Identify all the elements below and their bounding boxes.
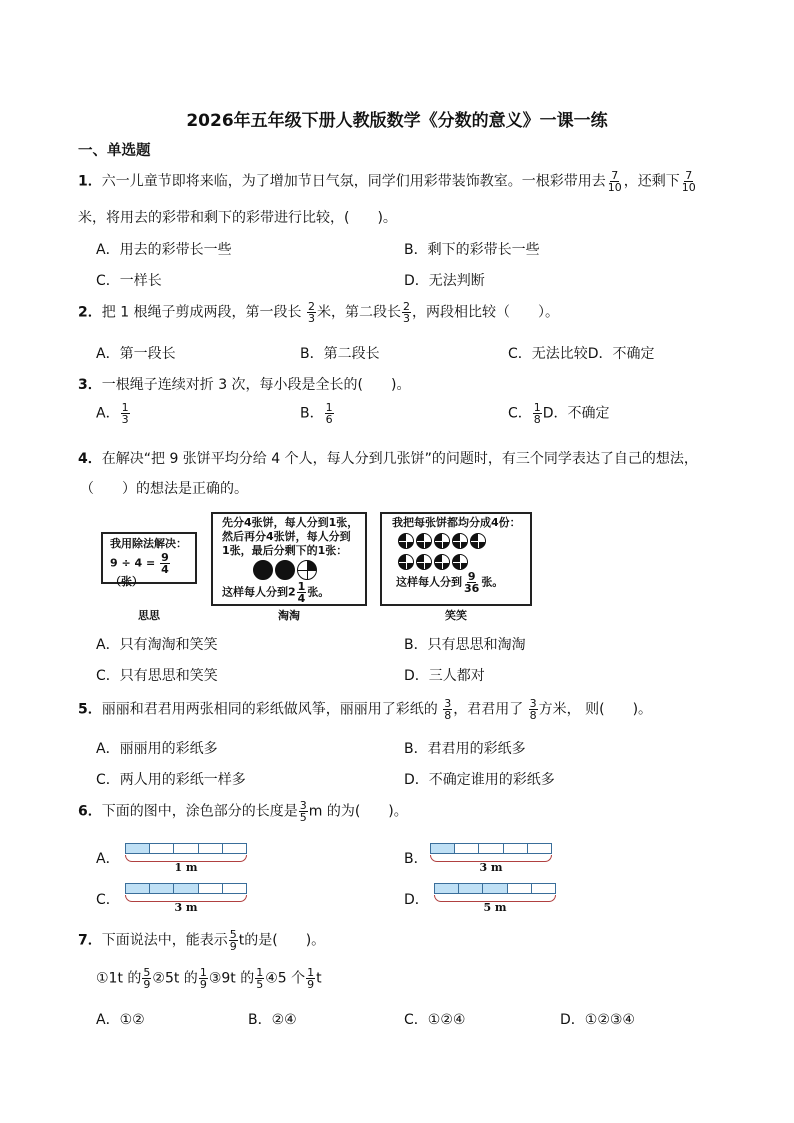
option-d[interactable]: D．三人都对 [404,668,485,684]
sisi-caption: 思思 [138,609,160,622]
pancake-row [213,558,365,580]
pancake-icon [275,560,295,580]
fraction: $\frac{1}{8}$ [533,401,541,426]
option-d[interactable]: D．不确定谁用的彩纸多 [404,772,555,788]
fraction: $\frac{9}{4}$ [161,551,169,576]
fraction: $\frac{5}{9}$ [143,966,151,991]
option-b[interactable]: B．君君用的彩纸多 [404,741,526,757]
fraction: $\frac{7}{10}$ [607,169,622,194]
option-d[interactable]: D． [404,892,429,908]
option-c[interactable]: C． [96,892,120,908]
question-text: 丽丽和君君用两张相同的彩纸做风筝，丽丽用了彩纸的 [101,701,443,718]
fraction: $\frac{1}{4}$ [297,580,306,605]
bar-diagram-d [434,883,556,914]
question-text: ，还剩下 [623,173,680,190]
option-c[interactable]: C．①②④ [404,1012,466,1028]
option-a[interactable]: A．用去的彩带长一些 [96,242,232,258]
fraction: $\frac{9}{36}$ [464,570,480,595]
pancake-icon [253,560,273,580]
question-text: ，君君用了 [453,701,528,718]
pancake-icon [434,533,450,549]
xiaoxiao-card [380,512,532,606]
question-5 [78,698,652,721]
fraction: $\frac{1}{3}$ [121,401,129,426]
question-text: m 的为( )。 [308,803,408,820]
option-a[interactable]: A． [96,851,120,867]
question-1 [78,170,698,193]
question-text: 在解决“把 9 张饼平均分给 4 个人，每人分到几张饼”的问题时，有三个同学表达了自己的想法， [101,451,698,467]
option-b[interactable]: B．②④ [248,1012,297,1028]
length-label: 3 m [174,901,198,914]
taotao-card [211,512,367,606]
page-title: 2026年五年级下册人教版数学《分数的意义》一课一练 [186,111,608,131]
card-text: 1张，最后分剩下的1张： [222,544,348,557]
fraction: $\frac{3}{5}$ [299,799,307,824]
pancake-icon [398,554,414,570]
card-text: 然后再分4张饼，每人分到 [222,530,351,543]
card-result: 这样每人分到 $\frac{9}{36}$ 张。 [396,570,504,595]
option-c[interactable]: C．只有思思和笑笑 [96,668,218,684]
fraction: $\frac{3}{8}$ [529,697,537,722]
length-label: 1 m [174,861,198,874]
question-3 [78,374,410,394]
question-text: 一根绳子连续对折 3 次，每小段是全长的( )。 [101,377,411,393]
bar-diagram-b [430,843,552,874]
fraction: $\frac{1}{9}$ [199,966,207,991]
taotao-caption: 淘淘 [278,609,300,622]
length-label: 3 m [479,861,503,874]
pancake-quarter-icon [297,560,317,580]
question-text: 下面的图中，涂色部分的长度是 [101,803,298,820]
pancake-row [382,549,530,570]
pancake-icon [452,533,468,549]
pancake-icon [398,533,414,549]
option-b[interactable]: B．剩下的彩带长一些 [404,242,540,258]
card-equation: 9 ÷ 4 = $\frac{9}{4}$ （张） [110,551,169,588]
question-text: 米，第二段长 [317,304,402,321]
question-number: 3． [78,377,102,393]
card-text: 我把每张饼都均分成4份： [392,516,521,529]
option-a[interactable]: A．第一段长 [96,346,176,362]
option-d[interactable]: D．无法判断 [404,273,485,289]
xiaoxiao-caption: 笑笑 [445,609,467,622]
option-a[interactable]: A． $\frac{1}{3}$ [96,401,129,426]
fraction: $\frac{2}{3}$ [403,300,411,325]
card-text: 先分4张饼，每人分到1张， [222,516,359,529]
question-number: 4． [78,451,102,467]
pancake-icon [452,554,468,570]
fraction: $\frac{1}{6}$ [325,401,333,426]
question-number: 2． [78,304,102,321]
pancake-icon [434,554,450,570]
pancake-icon [416,554,432,570]
bar-diagram-c [125,883,247,914]
fraction: $\frac{1}{9}$ [307,966,315,991]
question-4 [78,448,698,468]
question-text: 方米， 则( )。 [538,701,653,718]
question-text: ，两段相比较（ ）。 [412,304,560,321]
question-number: 6． [78,803,102,820]
question-2 [78,301,559,324]
question-6 [78,800,408,823]
option-cd[interactable]: C．无法比较D．不确定 [508,346,655,362]
question-text: （ ）的想法是正确的。 [80,481,248,497]
question-number: 7． [78,932,102,949]
bar-diagram-a [125,843,247,874]
fraction: $\frac{7}{10}$ [681,169,696,194]
question-text: 米，将用去的彩带和剩下的彩带进行比较，( )。 [78,210,397,226]
question-number: 5． [78,701,102,718]
card-result: 这样每人分到2 $\frac{1}{4}$ 张。 [222,580,330,605]
fraction: $\frac{1}{5}$ [256,966,264,991]
option-a[interactable]: A．只有淘淘和笑笑 [96,637,218,653]
option-c[interactable]: C． $\frac{1}{8}$ D．不确定 [508,401,610,426]
option-b[interactable]: B．只有思思和淘淘 [404,637,526,653]
option-a[interactable]: A．①② [96,1012,145,1028]
question-number: 1． [78,173,102,190]
fraction: $\frac{5}{9}$ [229,928,237,953]
length-label: 5 m [483,901,507,914]
option-c[interactable]: C．一样长 [96,273,162,289]
question-text: 把 1 根绳子剪成两段，第一段长 [101,304,307,321]
option-b[interactable]: B． $\frac{1}{6}$ [300,401,333,426]
question-7 [78,929,325,952]
segment-strip [430,843,552,854]
segment-strip [125,843,247,854]
pancake-icon [416,533,432,549]
option-d[interactable]: D．①②③④ [560,1012,635,1028]
segment-strip [434,883,556,894]
option-b[interactable]: B． [404,851,428,867]
option-c[interactable]: C．两人用的彩纸一样多 [96,772,246,788]
question-text: t的是( )。 [238,932,326,949]
option-a[interactable]: A．丽丽用的彩纸多 [96,741,218,757]
question-text: 下面说法中，能表示 [101,932,228,949]
section-heading: 一、单选题 [78,143,151,159]
option-b[interactable]: B．第二段长 [300,346,380,362]
question-text: 六一儿童节即将来临，为了增加节日气氛，同学们用彩带装饰教室。一根彩带用去 [101,173,606,190]
statements: ①1t 的 $\frac{5}{9}$ ②5t 的 $\frac{1}{9}$ ③9t 的 $\frac{1}{5}$ ④5 个 $\frac{1}{9}$ t [96,966,322,991]
card-text: 我用除法解决： [110,537,187,550]
sisi-card [101,532,197,588]
fraction: $\frac{3}{8}$ [444,697,452,722]
pancake-icon [470,533,486,549]
segment-strip [125,883,247,894]
fraction: $\frac{2}{3}$ [308,300,316,325]
pancake-row [382,530,530,549]
